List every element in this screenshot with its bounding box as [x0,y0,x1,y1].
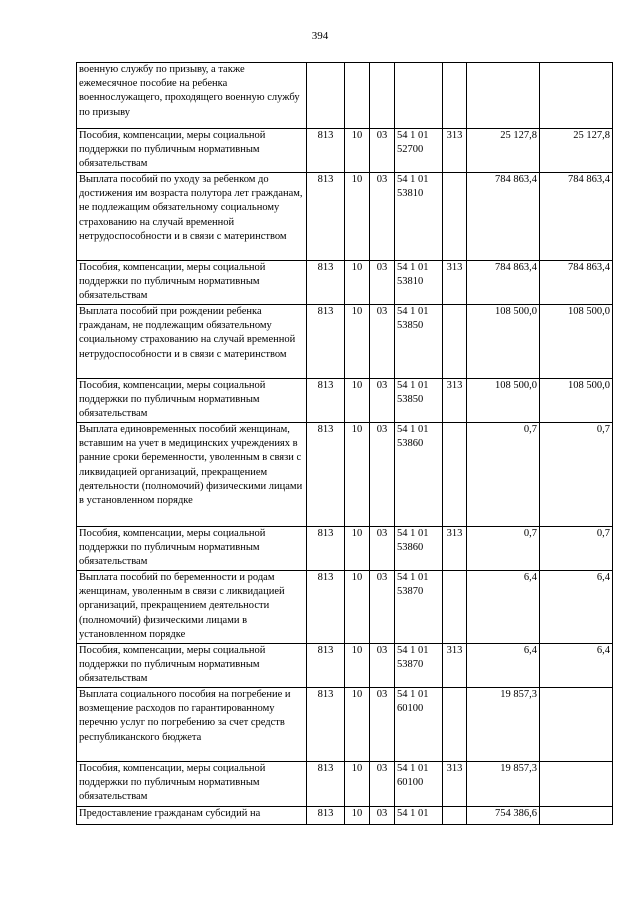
cell-vr: 313 [443,527,467,571]
cell-section: 10 [345,571,370,644]
cell-name: Пособия, компенсации, меры социальной поддержки по публичным нормативным обязательствам [77,527,307,571]
cell-name: Выплата социального пособия на погребение и возмещение расходов по гарантированному перечню услуг по погребению за счет средств республиканского бюджета [77,688,307,762]
cell-sum1: 0,7 [467,423,540,527]
cell-sum1: 784 863,4 [467,261,540,305]
cell-name: Пособия, компенсации, меры социальной поддержки по публичным нормативным обязательствам [77,644,307,688]
cell-ministry: 813 [307,305,345,379]
cell-name: военную службу по призыву, а также ежемесячное пособие на ребенка военнослужащего, проходящего военную службу по призыву [77,63,307,129]
cell-subsection: 03 [370,807,395,825]
cell-ministry: 813 [307,571,345,644]
cell-sum1: 19 857,3 [467,762,540,807]
cell-ministry: 813 [307,688,345,762]
cell-subsection: 03 [370,261,395,305]
cell-section: 10 [345,688,370,762]
cell-ministry [307,63,345,129]
cell-csr: 54 1 01 60100 [395,688,443,762]
table-row [77,527,613,571]
cell-name: Пособия, компенсации, меры социальной поддержки по публичным нормативным обязательствам [77,379,307,423]
cell-ministry: 813 [307,762,345,807]
cell-ministry: 813 [307,644,345,688]
cell-vr [443,173,467,261]
cell-name: Пособия, компенсации, меры социальной поддержки по публичным нормативным обязательствам [77,762,307,807]
cell-sum2 [540,807,613,825]
cell-subsection: 03 [370,305,395,379]
cell-sum2: 0,7 [540,423,613,527]
cell-sum1 [467,63,540,129]
cell-csr: 54 1 01 53870 [395,571,443,644]
table-row [77,173,613,261]
cell-vr [443,571,467,644]
cell-ministry: 813 [307,173,345,261]
cell-vr [443,63,467,129]
cell-name: Пособия, компенсации, меры социальной поддержки по публичным нормативным обязательствам [77,129,307,173]
cell-section: 10 [345,305,370,379]
cell-section: 10 [345,423,370,527]
cell-subsection: 03 [370,762,395,807]
cell-csr: 54 1 01 53810 [395,261,443,305]
cell-csr [395,63,443,129]
cell-section: 10 [345,527,370,571]
table-row [77,305,613,379]
cell-sum1: 19 857,3 [467,688,540,762]
table-row [77,688,613,762]
cell-vr [443,423,467,527]
cell-ministry: 813 [307,261,345,305]
cell-csr: 54 1 01 [395,807,443,825]
cell-sum2: 108 500,0 [540,379,613,423]
cell-sum2 [540,762,613,807]
cell-subsection: 03 [370,379,395,423]
cell-subsection [370,63,395,129]
table-row [77,379,613,423]
cell-csr: 54 1 01 53870 [395,644,443,688]
cell-section: 10 [345,762,370,807]
cell-csr: 54 1 01 60100 [395,762,443,807]
cell-sum1: 754 386,6 [467,807,540,825]
table-body [77,63,613,825]
cell-csr: 54 1 01 53850 [395,379,443,423]
cell-name: Выплата единовременных пособий женщинам, вставшим на учет в медицинских учреждениях в ранние сроки беременности, уволенным в связи с ликвидацией организаций, прекращением деятельности (полномочий) физическими лицами в установленном порядке [77,423,307,527]
cell-sum1: 108 500,0 [467,379,540,423]
cell-ministry: 813 [307,807,345,825]
cell-vr: 313 [443,261,467,305]
table-row [77,261,613,305]
cell-subsection: 03 [370,129,395,173]
cell-section: 10 [345,261,370,305]
table-row [77,762,613,807]
cell-vr: 313 [443,644,467,688]
table-row [77,644,613,688]
cell-ministry: 813 [307,527,345,571]
cell-sum1: 784 863,4 [467,173,540,261]
cell-csr: 54 1 01 53850 [395,305,443,379]
cell-csr: 54 1 01 53860 [395,423,443,527]
page-number: 394 [311,30,329,42]
cell-name: Выплата пособий по беременности и родам женщинам, уволенным в связи с ликвидацией организаций, прекращением деятельности (полномочий) физическими лицами в установленном порядке [77,571,307,644]
cell-sum1: 108 500,0 [467,305,540,379]
table-row [77,129,613,173]
cell-sum2: 108 500,0 [540,305,613,379]
cell-name: Выплата пособий по уходу за ребенком до достижения им возраста полутора лет гражданам, не подлежащим обязательному социальному страхованию на случай временной нетрудоспособности и в связи с материнством [77,173,307,261]
table-row [77,423,613,527]
table-row [77,63,613,129]
cell-sum2 [540,63,613,129]
cell-sum2: 784 863,4 [540,261,613,305]
table-row [77,571,613,644]
cell-sum2 [540,688,613,762]
cell-vr: 313 [443,762,467,807]
cell-sum1: 25 127,8 [467,129,540,173]
cell-csr: 54 1 01 53860 [395,527,443,571]
cell-sum2: 0,7 [540,527,613,571]
cell-name: Предоставление гражданам субсидий на [77,807,307,825]
cell-subsection: 03 [370,173,395,261]
cell-subsection: 03 [370,688,395,762]
cell-sum2: 784 863,4 [540,173,613,261]
cell-sum2: 25 127,8 [540,129,613,173]
cell-section: 10 [345,807,370,825]
cell-vr [443,305,467,379]
cell-section: 10 [345,379,370,423]
table-row [77,807,613,825]
cell-vr [443,688,467,762]
cell-csr: 54 1 01 52700 [395,129,443,173]
cell-section: 10 [345,129,370,173]
cell-sum2: 6,4 [540,644,613,688]
cell-sum1: 6,4 [467,571,540,644]
cell-section [345,63,370,129]
cell-sum2: 6,4 [540,571,613,644]
cell-sum1: 6,4 [467,644,540,688]
cell-subsection: 03 [370,644,395,688]
cell-subsection: 03 [370,571,395,644]
cell-ministry: 813 [307,379,345,423]
budget-table [76,62,613,825]
cell-csr: 54 1 01 53810 [395,173,443,261]
cell-name: Выплата пособий при рождении ребенка гражданам, не подлежащим обязательному социальному страхованию на случай временной нетрудоспособности и в связи с материнством [77,305,307,379]
cell-name: Пособия, компенсации, меры социальной поддержки по публичным нормативным обязательствам [77,261,307,305]
cell-vr: 313 [443,379,467,423]
cell-vr: 313 [443,129,467,173]
cell-section: 10 [345,173,370,261]
cell-section: 10 [345,644,370,688]
cell-subsection: 03 [370,423,395,527]
cell-ministry: 813 [307,129,345,173]
cell-vr [443,807,467,825]
cell-subsection: 03 [370,527,395,571]
cell-ministry: 813 [307,423,345,527]
cell-sum1: 0,7 [467,527,540,571]
